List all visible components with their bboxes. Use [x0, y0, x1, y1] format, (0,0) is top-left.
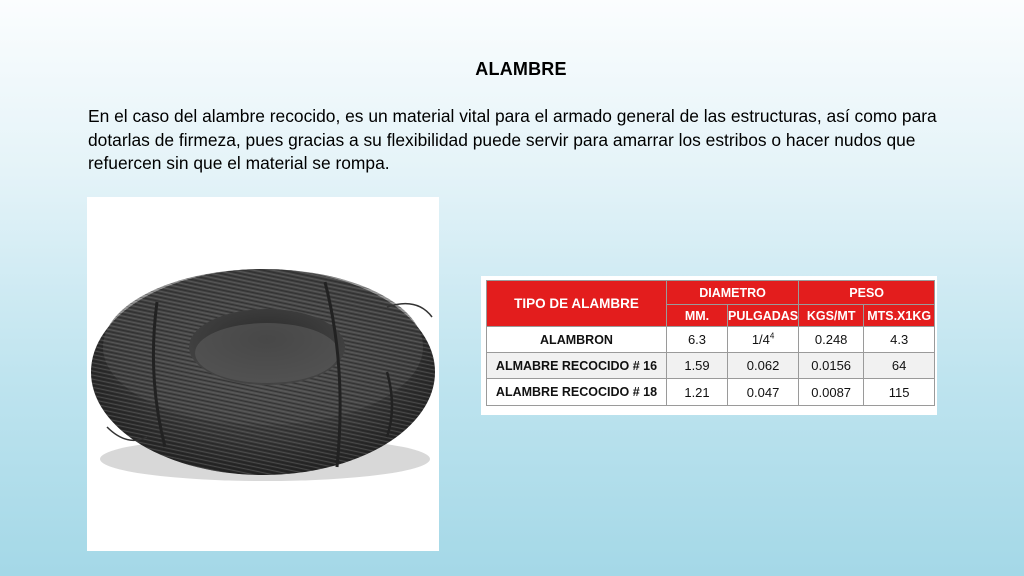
- row-mm: 6.3: [667, 327, 728, 353]
- row-mts-kg: 115: [864, 379, 935, 406]
- row-pulgadas-superscript: 4: [769, 331, 775, 341]
- slide-title: ALAMBRE: [475, 59, 567, 79]
- row-mm: 1.21: [667, 379, 728, 406]
- wire-specs-table: [486, 280, 935, 406]
- wire-coil-photo-icon: [87, 197, 439, 551]
- table-row: [487, 353, 935, 379]
- header-mm: MM.: [667, 305, 728, 327]
- header-mts-kg: MTS.X1KG: [864, 305, 935, 327]
- header-pulgadas: PULGADAS: [728, 305, 799, 327]
- row-pulgadas-value: 1/4: [751, 332, 770, 347]
- row-tipo: ALAMBRON: [487, 327, 667, 353]
- slide-paragraph: En el caso del alambre recocido, es un material vital para el armado general de las estructuras, así como para dotarlas de firmeza, pues gracias a su flexibilidad puede servir para amarrar los estribos o hacer nudos que refuercen sin que el material se rompa.: [88, 106, 937, 173]
- row-pulgadas: 0.062: [728, 353, 799, 379]
- header-diametro: DIAMETRO: [667, 281, 799, 305]
- wire-coil-image: [87, 197, 439, 551]
- row-pulgadas: [728, 327, 799, 353]
- header-peso: PESO: [799, 281, 935, 305]
- row-mts-kg: 4.3: [864, 327, 935, 353]
- header-kgs-mt: KGS/MT: [799, 305, 864, 327]
- header-tipo-de-alambre: TIPO DE ALAMBRE: [487, 281, 667, 327]
- row-pulgadas: 0.047: [728, 379, 799, 406]
- row-kgs-mt: 0.0156: [799, 353, 864, 379]
- row-tipo: ALAMBRE RECOCIDO # 18: [487, 379, 667, 406]
- row-kgs-mt: 0.0087: [799, 379, 864, 406]
- table-row: [487, 379, 935, 406]
- table-row: [487, 327, 935, 353]
- row-mm: 1.59: [667, 353, 728, 379]
- row-tipo: ALMABRE RECOCIDO # 16: [487, 353, 667, 379]
- wire-specs-table-container: [481, 276, 937, 415]
- row-kgs-mt: 0.248: [799, 327, 864, 353]
- row-mts-kg: 64: [864, 353, 935, 379]
